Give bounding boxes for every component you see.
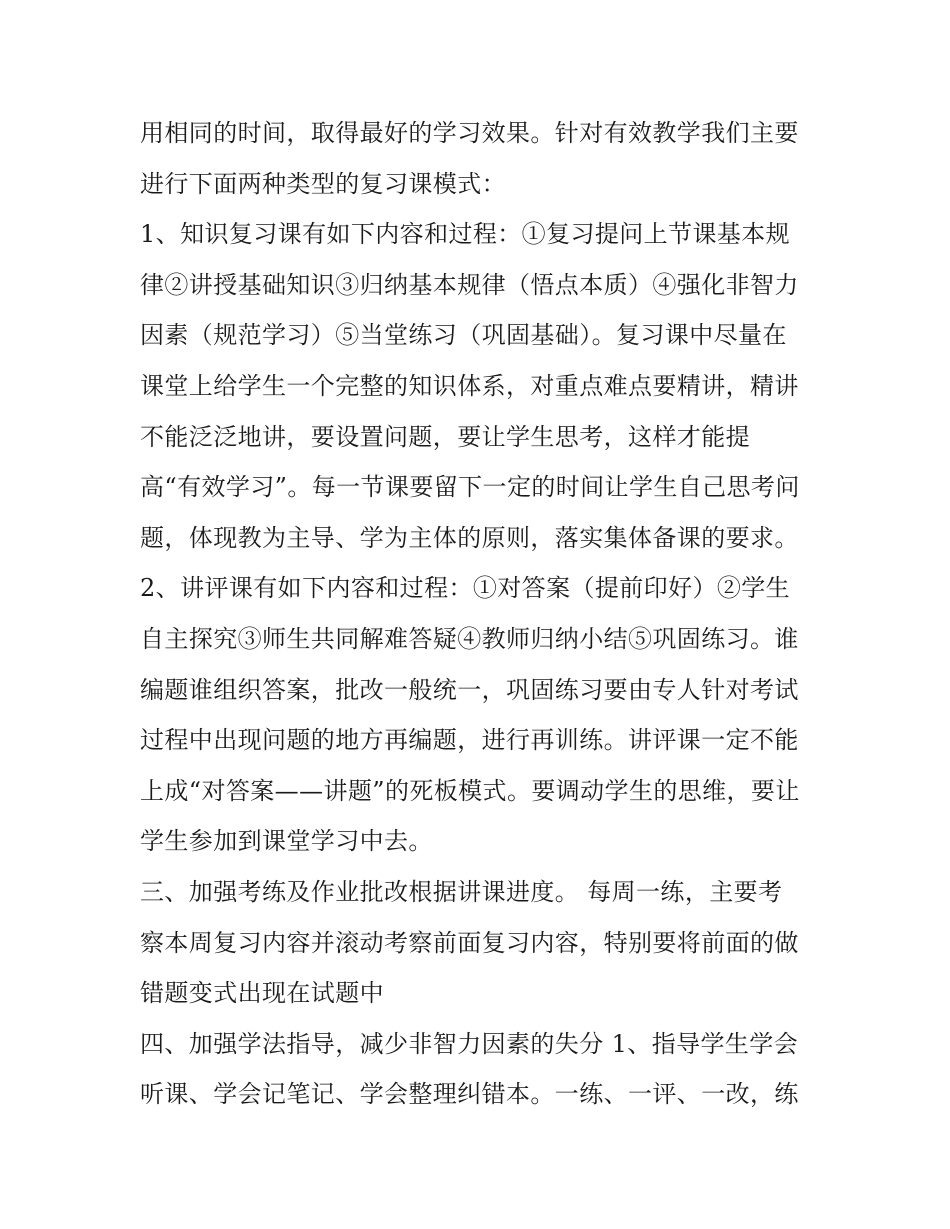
text-line: 因素（规范学习）⑤当堂练习（巩固基础）。复习课中尽量在 xyxy=(140,321,787,350)
text-line: 不能泛泛地讲，要设置问题，要让学生思考，这样才能提 xyxy=(140,422,750,451)
text-line: 用相同的时间，取得最好的学习效果。针对有效教学我们主要 xyxy=(140,119,799,147)
text-line: 三、加强考练及作业批改根据讲课进度。 每周一练，主要考 xyxy=(140,877,783,906)
text-line: 课堂上给学生一个完整的知识体系，对重点难点要精讲，精讲 xyxy=(140,371,799,400)
text-line: 察本周复习内容并滚动考察前面复习内容，特别要将前面的做 xyxy=(140,928,799,957)
text-line: 2、讲评课有如下内容和过程：①对答案（提前印好）②学生 xyxy=(140,574,791,603)
text-line: 1、知识复习课有如下内容和过程：①复习提问上节课基本规 xyxy=(140,220,791,249)
text-line: 进行下面两种类型的复习课模式： xyxy=(140,169,506,198)
text-line: 四、加强学法指导，减少非智力因素的失分 1、指导学生学会 xyxy=(140,1029,799,1058)
text-line: 自主探究③师生共同解难答疑④教师归纳小结⑤巩固练习。谁 xyxy=(140,624,799,653)
text-line: 学生参加到课堂学习中去。 xyxy=(140,827,433,856)
text-line: 上成“对答案——讲题”的死板模式。要调动学生的思维，要让 xyxy=(140,776,800,805)
body-text xyxy=(140,108,820,1120)
text-line: 编题谁组织答案，批改一般统一，巩固练习要由专人针对考试 xyxy=(140,675,799,704)
text-line: 律②讲授基础知识③归纳基本规律（悟点本质）④强化非智力 xyxy=(140,270,799,299)
text-line: 过程中出现问题的地方再编题，进行再训练。讲评课一定不能 xyxy=(140,726,799,755)
text-line: 高“有效学习”。每一节课要留下一定的时间让学生自己思考问 xyxy=(140,473,800,502)
text-line: 错题变式出现在试题中 xyxy=(140,979,384,1008)
text-line: 听课、学会记笔记、学会整理纠错本。一练、一评、一改，练 xyxy=(140,1080,799,1109)
text-line: 题，体现教为主导、学为主体的原则，落实集体备课的要求。 xyxy=(140,523,799,552)
